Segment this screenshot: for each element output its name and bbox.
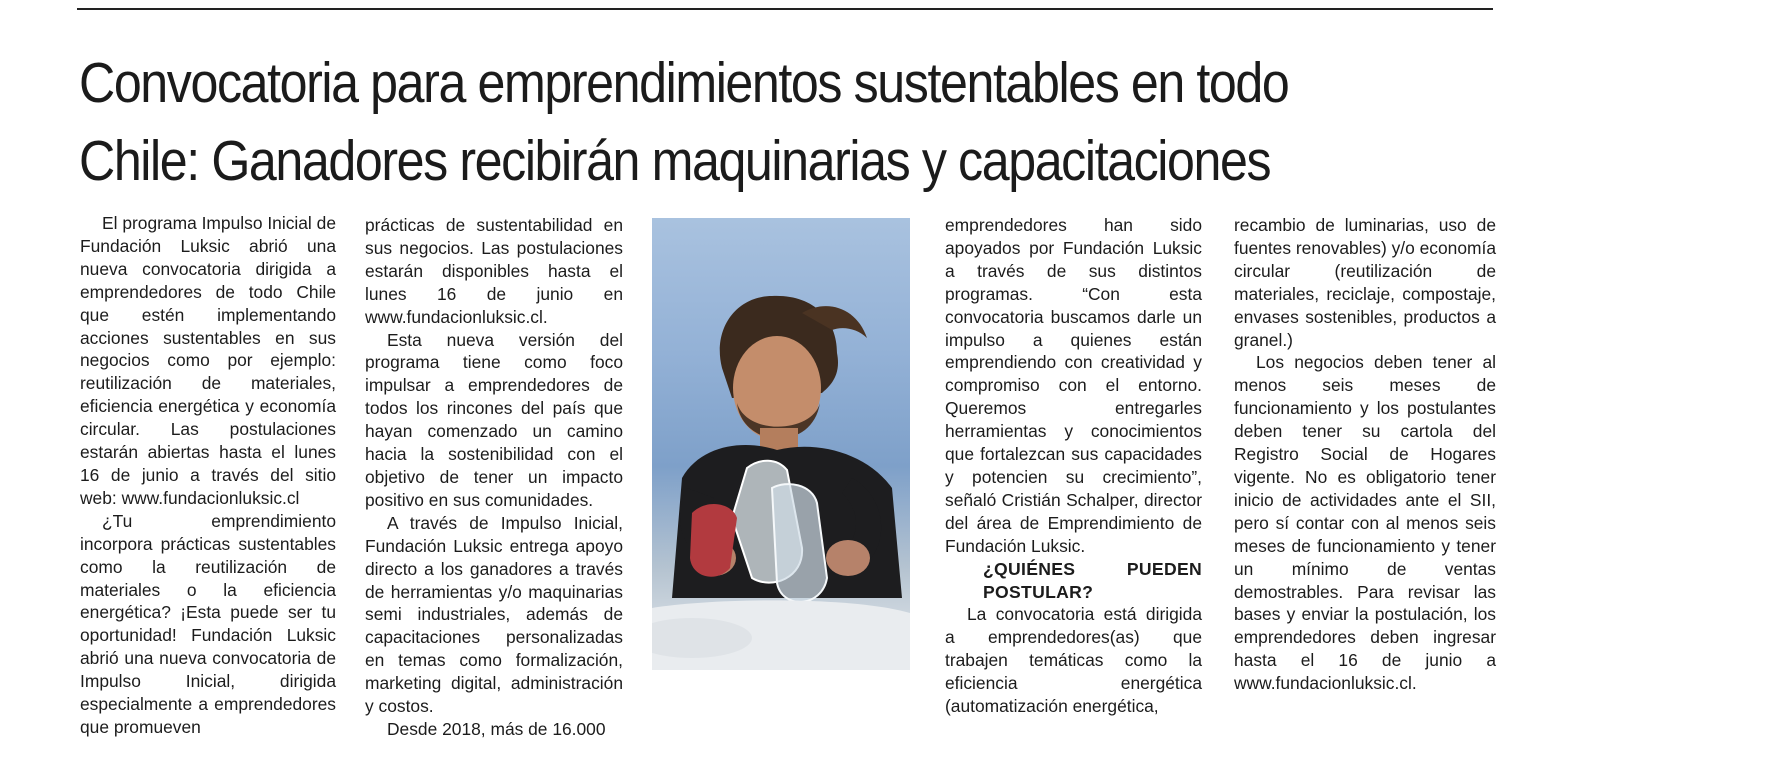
headline-line-2: Chile: Ganadores recibirán maquinarias y capacitaciones — [79, 129, 1271, 193]
paragraph: prácticas de sustentabilidad en sus negocios. Las postulaciones estarán disponibles hasta el lunes 16 de junio en www.fundacionluksic.cl. — [365, 215, 623, 327]
paragraph: emprendedores han sido apoyados por Fundación Luksic a través de sus distintos programas. “Con esta convocatoria buscamos darle un impulso a quienes están emprendiendo con creatividad y compromiso con el entorno. Queremos entregarles herramientas y conocimientos que fortalezcan sus capacidades y potencien su crecimiento”, señaló Cristián Schalper, director del área de Emprendimiento de Fundación Luksic. — [945, 215, 1202, 556]
paragraph: Los negocios deben tener al menos seis meses de funcionamiento y los postulantes deben tener su cartola del Registro Social de Hogares vigente. No es obligatorio tener inicio de actividades ante el SII, pero sí contar con al menos seis meses de funcionamiento y tener un mínimo de ventas demostrables. Para revisar las bases y enviar la postulación, los emprendedores deben ingresar hasta el 16 de junio a www.fundacionluksic.cl. — [1234, 352, 1496, 694]
column-3 — [945, 214, 1202, 718]
section-subheading: ¿QUIÉNES PUEDEN POSTULAR? — [983, 558, 1202, 602]
top-rule — [77, 8, 1493, 10]
headline-line-1: Convocatoria para emprendimientos sustentables en todo — [79, 51, 1289, 115]
paragraph: El programa Impulso Inicial de Fundación Luksic abrió una nueva convocatoria dirigida a emprendedores de todo Chile que estén implementando acciones sustentables en sus negocios como por ejemplo: reutilización de materiales, eficiencia energética y economía circular. Las postulaciones estarán abiertas hasta el lunes 16 de junio a través del sitio web: www.fundacionluksic.cl — [80, 213, 336, 508]
column-4 — [1234, 214, 1496, 695]
column-1 — [80, 212, 336, 739]
headline — [79, 44, 1329, 200]
paragraph: recambio de luminarias, uso de fuentes renovables) y/o economía circular (reutilización de materiales, reciclaje, compostaje, envases sostenibles, productos a granel.) — [1234, 215, 1496, 350]
paragraph: A través de Impulso Inicial, Fundación Luksic entrega apoyo directo a los ganadores a través de herramientas y/o maquinarias semi industriales, además de capacitaciones personalizadas en temas como formalización, marketing digital, administración y costos. — [365, 512, 623, 717]
paragraph: Desde 2018, más de 16.000 — [387, 718, 606, 739]
person-with-plastic-bottles-photo — [652, 218, 910, 670]
column-2 — [365, 214, 623, 741]
paragraph: Esta nueva versión del programa tiene como foco impulsar a emprendedores de todos los rincones del país que hayan comenzado un camino hacia la sostenibilidad con el objetivo de tener un impacto positivo en sus comunidades. — [365, 329, 623, 510]
paragraph: ¿Tu emprendimiento incorpora prácticas sustentables como la reutilización de materiales o la eficiencia energética? ¡Esta puede ser tu oportunidad! Fundación Luksic abrió una nueva convocatoria de Impulso Inicial, dirigida especialmente a emprendedores que promueven — [80, 510, 336, 737]
paragraph: La convocatoria está dirigida a emprendedores(as) que trabajen temáticas como la eficiencia energética (automatización energética, — [945, 604, 1202, 717]
article-photo — [652, 218, 910, 670]
